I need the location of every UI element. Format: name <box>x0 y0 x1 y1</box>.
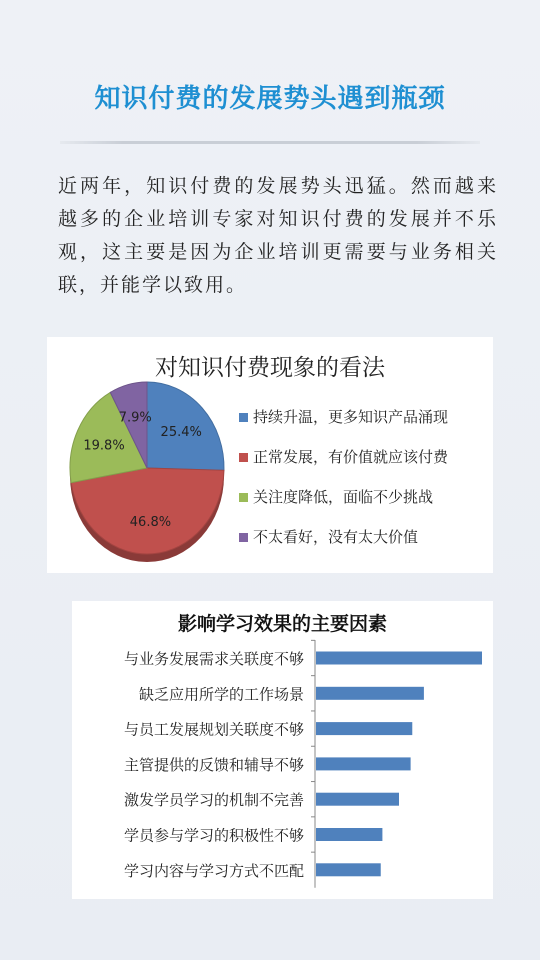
legend-item <box>239 406 489 446</box>
legend-label: 关注度降低，面临不少挑战 <box>253 488 434 506</box>
bar-1 <box>316 687 424 700</box>
title-divider <box>60 141 480 144</box>
bar-4 <box>316 793 399 806</box>
pie-data-label: 7.9% <box>118 410 152 426</box>
pie-chart-panel <box>47 337 493 573</box>
pie-chart-title: 对知识付费现象的看法 <box>155 355 385 381</box>
legend-swatch <box>239 493 248 502</box>
pie-data-label: 46.8% <box>129 515 172 531</box>
bar-category-label: 激发学员学习的机制不完善 <box>123 791 304 810</box>
legend-label: 持续升温，更多知识产品涌现 <box>253 408 449 426</box>
page-title: 知识付费的发展势头遇到瓶颈 <box>94 84 446 114</box>
legend-swatch <box>239 413 248 422</box>
legend-swatch <box>239 453 248 462</box>
pie-legend <box>239 406 489 566</box>
bar-5 <box>316 828 382 841</box>
pie-data-label: 19.8% <box>83 438 125 454</box>
legend-label: 不太看好，没有太大价值 <box>253 528 419 546</box>
bar-chart <box>72 601 493 899</box>
bar-category-label: 缺乏应用所学的工作场景 <box>138 685 304 704</box>
pie-slice-1 <box>71 468 224 554</box>
intro-paragraph: 近两年，知识付费的发展势头迅猛。然而越来越多的企业培训专家对知识付费的发展并不乐观，这主要是因为企业培训更需要与业务相关联，并能学以致用。 <box>58 175 498 296</box>
bar-category-label: 学员参与学习的积极性不够 <box>123 826 304 845</box>
bar-chart-title: 影响学习效果的主要因素 <box>177 613 387 635</box>
bar-6 <box>316 863 381 876</box>
legend-label: 正常发展，有价值就应该付费 <box>253 448 449 466</box>
bar-category-label: 与业务发展需求关联度不够 <box>123 650 304 668</box>
pie-data-label: 25.4% <box>160 424 202 440</box>
bar-category-label: 与员工发展规划关联度不够 <box>123 720 304 739</box>
bar-2 <box>316 722 412 735</box>
legend-item <box>239 526 489 566</box>
bar-0 <box>316 652 482 665</box>
bar-category-label: 学习内容与学习方式不匹配 <box>123 861 304 880</box>
legend-swatch <box>239 533 248 542</box>
legend-item <box>239 446 489 486</box>
bar-3 <box>316 757 411 770</box>
legend-item <box>239 486 489 526</box>
bar-category-label: 主管提供的反馈和辅导不够 <box>123 755 304 774</box>
bar-chart-panel <box>72 601 493 899</box>
